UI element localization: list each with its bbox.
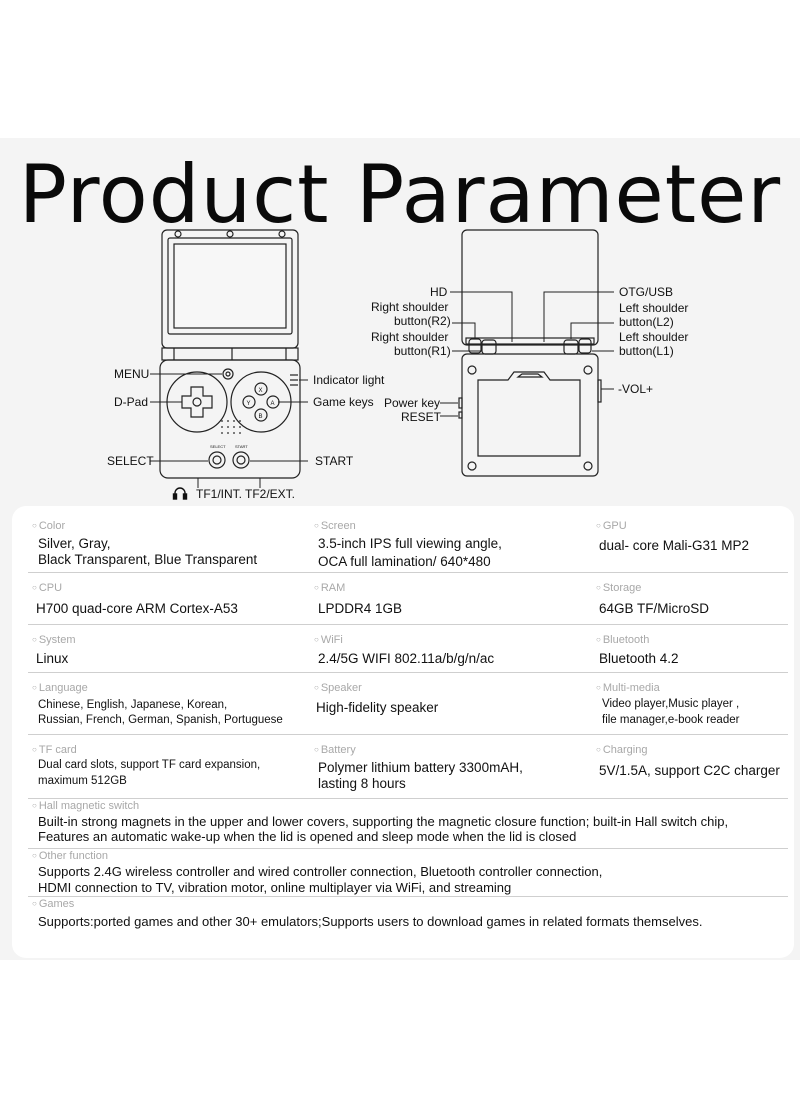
menu-label: MENU (114, 367, 150, 381)
start-button (233, 452, 249, 468)
device-diagram (0, 220, 800, 506)
spec-value: Supports:ported games and other 30+ emulators;Supports users to download games in related formats themselves. (38, 914, 703, 929)
select-small-label: SELECT (210, 444, 226, 449)
l1-label-line1: Left shoulder (619, 330, 689, 344)
back-screw (584, 366, 592, 374)
spec-value: Chinese, English, Japanese, Korean, (38, 699, 228, 711)
spec-label: ○ System (32, 634, 76, 646)
r1-label-line2: button(R1) (394, 344, 451, 358)
spec-row (28, 672, 788, 735)
r1-button (482, 340, 496, 354)
l1-label-line2: button(L1) (619, 344, 674, 358)
front-screen (174, 244, 286, 328)
spec-value: 5V/1.5A, support C2C charger (599, 763, 780, 778)
back-screw (468, 366, 476, 374)
back-lid (462, 230, 598, 345)
spec-value: Bluetooth 4.2 (599, 651, 679, 666)
button-x-glyph: X (258, 388, 263, 394)
tf2-label: TF2/EXT. (245, 487, 296, 501)
indicator-label: Indicator light (313, 373, 385, 387)
spec-row (28, 734, 788, 799)
spec-value: 2.4/5G WIFI 802.11a/b/g/n/ac (318, 651, 495, 666)
lid-screw (175, 231, 181, 237)
spec-row (28, 510, 788, 573)
spec-label: ○ GPU (596, 520, 627, 532)
reset-label: RESET (401, 410, 442, 424)
r2-label-line2: button(R2) (394, 314, 451, 328)
menu-button (223, 369, 233, 379)
lid-screw (227, 231, 233, 237)
spec-label: ○ TF card (32, 744, 77, 756)
volume-rocker (598, 380, 601, 402)
spec-label: ○ Charging (596, 744, 647, 756)
page-title: Product Parameter (18, 148, 782, 241)
power-key (459, 398, 462, 408)
spec-label: ○ Language (32, 682, 88, 694)
button-a-glyph: A (270, 401, 275, 407)
spec-value: HDMI connection to TV, vibration motor, online multiplayer via WiFi, and streaming (38, 880, 512, 895)
spec-value: Dual card slots, support TF card expansion, (38, 759, 261, 771)
button-b-glyph: B (258, 414, 263, 420)
spec-label: ○ Battery (314, 744, 356, 756)
spec-value: Linux (36, 651, 69, 666)
spec-row (28, 848, 788, 897)
r2-label-line1: Right shoulder (371, 300, 449, 314)
reset-button (459, 412, 462, 418)
spec-table (12, 506, 794, 958)
select-label: SELECT (107, 454, 154, 468)
button-y-glyph: Y (246, 401, 251, 407)
front-view (160, 230, 300, 478)
hinge (162, 348, 298, 360)
tf1-label: TF1/INT. (196, 487, 243, 501)
back-screw (584, 462, 592, 470)
back-screw (468, 462, 476, 470)
spec-row (28, 798, 788, 849)
back-view (459, 230, 601, 476)
spec-value: H700 quad-core ARM Cortex-A53 (36, 601, 238, 616)
spec-value: LPDDR4 1GB (318, 601, 403, 616)
spec-label: ○ Color (32, 520, 65, 532)
spec-label: ○ Other function (32, 850, 108, 862)
spec-label: ○ Hall magnetic switch (32, 800, 139, 812)
spec-value: file manager,e-book reader (602, 714, 740, 726)
spec-label: ○ RAM (314, 582, 345, 594)
l2-label-line2: button(L2) (619, 315, 674, 329)
game-keys-label: Game keys (313, 395, 374, 409)
headphone-icon (174, 488, 187, 499)
spec-label: ○ Storage (596, 582, 641, 594)
spec-value: maximum 512GB (38, 775, 127, 787)
spec-value: Supports 2.4G wireless controller and wired controller connection, Bluetooth controller connection, (38, 864, 603, 879)
spec-value: Built-in strong magnets in the upper and lower covers, supporting the magnetic closure function; built-in Hall switch chip, (38, 814, 729, 829)
spec-value: Video player,Music player , (602, 698, 740, 710)
select-button (209, 452, 225, 468)
spec-value: Black Transparent, Blue Transparent (38, 552, 258, 567)
dpad-cross (182, 387, 212, 417)
dpad-label: D-Pad (114, 395, 149, 409)
spec-label: ○ CPU (32, 582, 62, 594)
l2-button (564, 340, 578, 354)
power-label: Power key (384, 396, 441, 410)
start-small-label: START (235, 444, 248, 449)
spec-value: lasting 8 hours (318, 776, 406, 791)
hd-label: HD (430, 285, 448, 299)
spec-value: Polymer lithium battery 3300mAH, (318, 760, 523, 775)
vol-label: -VOL+ (618, 382, 654, 396)
spec-label: ○ Games (32, 898, 74, 910)
spec-value: Features an automatic wake-up when the lid is opened and sleep mode when the lid is closed (38, 829, 577, 844)
otg-label: OTG/USB (619, 285, 674, 299)
lid-screw (279, 231, 285, 237)
spec-value: Russian, French, German, Spanish, Portuguese (38, 714, 283, 726)
l2-label-line1: Left shoulder (619, 301, 689, 315)
spec-value: OCA full lamination/ 640*480 (318, 554, 491, 569)
spec-value: 64GB TF/MicroSD (599, 601, 710, 616)
spec-value: High-fidelity speaker (316, 700, 439, 715)
spec-label: ○ Multi-media (596, 682, 660, 694)
l1-button (579, 339, 591, 353)
start-label: START (315, 454, 354, 468)
spec-label: ○ Screen (314, 520, 356, 532)
spec-value: dual- core Mali-G31 MP2 (599, 538, 750, 553)
r1-label-line1: Right shoulder (371, 330, 449, 344)
front-callout-lines (150, 374, 308, 488)
spec-value: Silver, Gray, (38, 536, 111, 551)
spec-row (28, 896, 788, 942)
spec-label: ○ Bluetooth (596, 634, 649, 646)
spec-row (28, 572, 788, 625)
battery-cover (478, 372, 580, 456)
spec-label: ○ Speaker (314, 682, 362, 694)
spec-value: 3.5-inch IPS full viewing angle, (318, 536, 502, 551)
spec-label: ○ WiFi (314, 634, 343, 646)
spec-row (28, 624, 788, 673)
